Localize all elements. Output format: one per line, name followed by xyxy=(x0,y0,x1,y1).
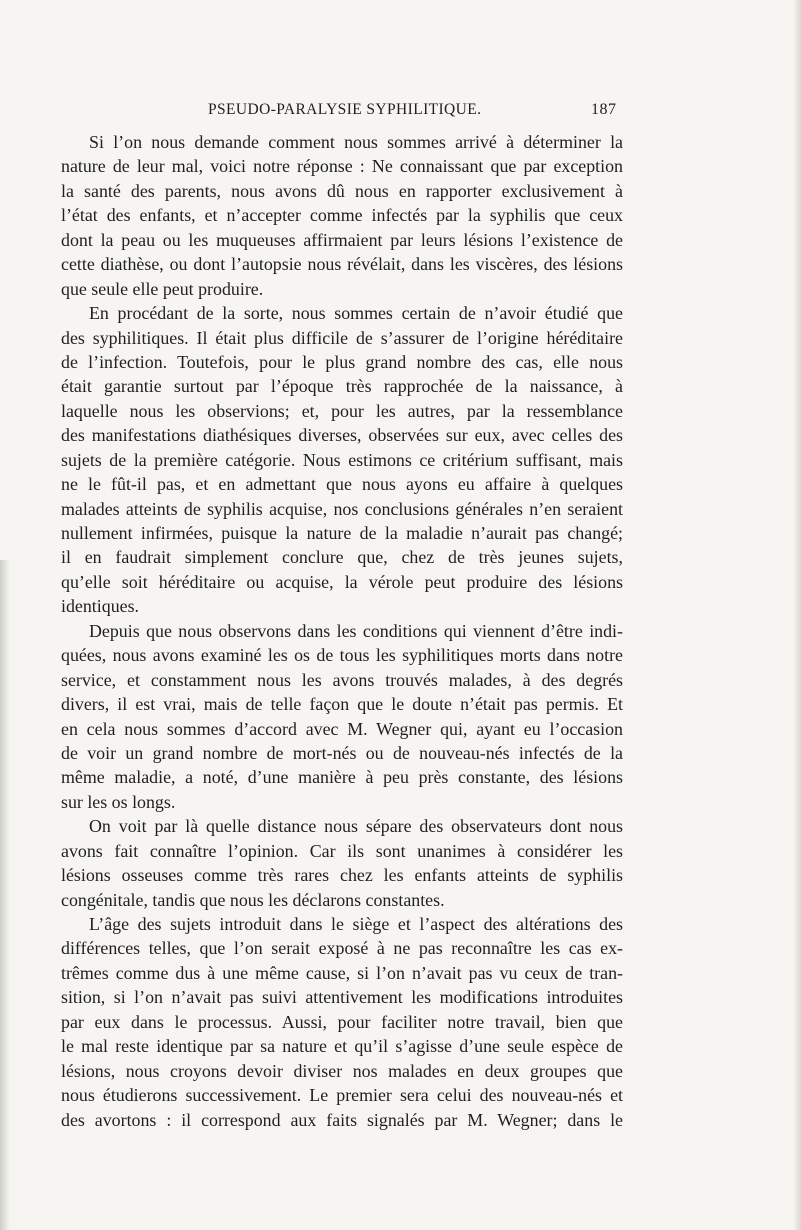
binding-shadow xyxy=(0,560,10,1230)
text-line: malades atteints de syphilis acquise, nos conclusions générales n’en seraient xyxy=(61,498,623,519)
paragraph-first-line: On voit par là quelle distance nous sépare des observateurs dont nous xyxy=(89,816,623,837)
text-line: trêmes comme dus à une même cause, si l’on n’avait pas vu ceux de tran- xyxy=(61,962,623,983)
text-line: identiques. xyxy=(61,596,140,617)
text-line: différences telles, que l’on serait exposé à ne pas reconnaître les cas ex- xyxy=(61,938,623,959)
text-line: de voir un grand nombre de mort-nés ou de nouveau-nés infectés de la xyxy=(61,742,623,763)
text-line: des syphilitiques. Il était plus difficile de s’assurer de l’origine héréditaire xyxy=(61,327,623,348)
text-line: l’état des enfants, et n’accepter comme infectés par la syphilis que ceux xyxy=(61,205,623,226)
text-line: ne le fût-il pas, et en admettant que nous ayons eu affaire à quelques xyxy=(61,474,623,495)
paragraph-first-line: Si l’on nous demande comment nous sommes arrivé à déterminer la xyxy=(89,132,623,152)
text-line: en cela nous sommes d’accord avec M. Wegner qui, ayant eu l’occasion xyxy=(61,718,623,739)
text-line: par eux dans le processus. Aussi, pour faciliter notre travail, bien que xyxy=(61,1011,623,1032)
text-line: qu’elle soit héréditaire ou acquise, la vérole peut produire des lésions xyxy=(61,571,623,592)
text-line: des avortons : il correspond aux faits signalés par M. Wegner; dans le xyxy=(61,1109,623,1130)
body-text xyxy=(61,130,623,1132)
text-line: de l’infection. Toutefois, pour le plus grand nombre des cas, elle nous xyxy=(61,351,623,372)
text-line: avons fait connaître l’opinion. Car ils sont unanimes à considérer les xyxy=(61,840,623,861)
text-line: sition, si l’on n’avait pas suivi attentivement les modifications introduites xyxy=(61,987,623,1008)
text-line: que seule elle peut produire. xyxy=(61,278,264,299)
text-line: cette diathèse, ou dont l’autopsie nous révélait, dans les viscères, des lésions xyxy=(61,254,623,275)
text-line: congénitale, tandis que nous les déclarons constantes. xyxy=(61,889,445,910)
text-line: la santé des parents, nous avons dû nous en rapporter exclusivement à xyxy=(61,180,623,201)
page-edge-shadow xyxy=(793,0,801,1230)
text-line: il en faudrait simplement conclure que, chez de très jeunes sujets, xyxy=(61,547,623,568)
paragraph-first-line: Depuis que nous observons dans les conditions qui viennent d’être indi- xyxy=(89,620,623,641)
text-line: service, et constamment nous les avons trouvés malades, à des degrés xyxy=(61,669,623,690)
page-number: 187 xyxy=(591,101,617,118)
text-line: nullement infirmées, puisque la nature de la maladie n’aurait pas changé; xyxy=(61,523,623,543)
text-line: laquelle nous les observions; et, pour les autres, par la ressemblance xyxy=(61,400,623,421)
text-line: nature de leur mal, voici notre réponse : Ne connaissant que par exception xyxy=(61,156,623,177)
text-line: des manifestations diathésiques diverses, observées sur eux, avec celles des xyxy=(61,425,623,446)
text-line: était garantie surtout par l’époque très rapprochée de la naissance, à xyxy=(61,376,623,397)
text-line: divers, il est vrai, mais de telle façon que le doute n’était pas permis. Et xyxy=(61,694,623,715)
text-line: lésions, nous croyons devoir diviser nos malades en deux groupes que xyxy=(61,1060,623,1081)
paragraph-first-line: En procédant de la sorte, nous sommes certain de n’avoir étudié que xyxy=(89,303,623,324)
running-header: PSEUDO-PARALYSIE SYPHILITIQUE. xyxy=(208,101,482,118)
text-line: quées, nous avons examiné les os de tous les syphilitiques morts dans notre xyxy=(61,645,623,666)
text-line: sujets de la première catégorie. Nous estimons ce critérium suffisant, mais xyxy=(61,449,623,470)
text-line: lésions osseuses comme très rares chez les enfants atteints de syphilis xyxy=(61,865,623,886)
text-line: dont la peau ou les muqueuses affirmaient par leurs lésions l’existence de xyxy=(61,229,623,250)
paragraph-first-line: L’âge des sujets introduit dans le siège et l’aspect des altérations des xyxy=(89,914,623,934)
text-line: sur les os longs. xyxy=(61,791,176,812)
text-line: le mal reste identique par sa nature et qu’il s’agisse d’une seule espèce de xyxy=(61,1036,623,1057)
text-line: nous étudierons successivement. Le premier sera celui des nouveau-nés et xyxy=(61,1085,623,1106)
text-line: même maladie, a noté, d’une manière à peu près constante, des lésions xyxy=(61,767,623,788)
